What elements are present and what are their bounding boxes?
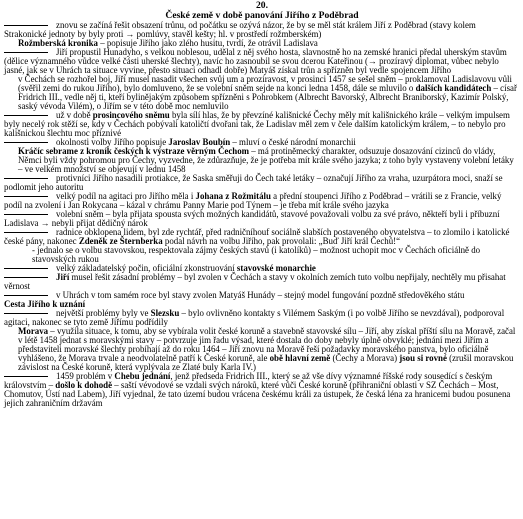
bold-text: Slezsku	[150, 307, 180, 318]
text-run: ž v době	[60, 109, 93, 120]
text-run: u	[56, 109, 61, 120]
text-run: (Čechy a Morava)	[330, 352, 400, 363]
text-run: největší problémy byly ve	[56, 307, 151, 318]
bold-text: Rožmberská kronika	[18, 37, 98, 48]
page-title: České země v době panování Jiřího z Poděbrad	[165, 9, 359, 21]
bold-text: Jiří	[56, 271, 70, 282]
dash-rule	[4, 196, 48, 197]
paragraph	[4, 192, 520, 210]
dash-rule	[4, 115, 48, 116]
paragraph	[4, 21, 520, 39]
paragraph	[4, 75, 520, 111]
text-run: – popisuje Jiřího jako zlého husitu, tvrdí, že otrávil Ladislava	[97, 37, 318, 48]
text-run: v Uhrách v tom samém roce byl stavy zvolen Matyáš Hunády – stejný model fungování pozdně středověkého státu	[56, 289, 465, 300]
text-run: v Čechách se rozhořel boj, Jiří musel nasadit všechen svůj um a prozíravost, v prosinci 1457 se sešel sněm – proklamoval Ladislavovu vůli (svěřil zemi do rukou Jiřího), bylo domluveno, že se volební sněm sejde na konci ledna 1458, dále se mluvilo o	[18, 73, 512, 93]
paragraph	[4, 327, 520, 372]
text-run: a přední stoupenci Jiřího z Poděbrad – vrátili se z Francie, velký podíl na zvolení i Jan Rokycana – kázal v chrámu Panny Marie pod Týnem – je třeba mít krále svého jazyka	[4, 190, 502, 210]
dash-rule	[4, 52, 48, 53]
paragraph	[4, 48, 520, 75]
dash-rule	[4, 25, 48, 26]
text-run: okolnosti volby Jiřího popisuje	[56, 136, 169, 147]
dash-rule	[4, 277, 48, 278]
text-run: radnice obklopena lidem, byl zde rychtář, před radničníhouf sociálně slabších postaveného obyvatelstva – to zlomilo i katolické české pány, nakonec	[4, 226, 510, 246]
paragraph	[4, 111, 520, 138]
dash-rule	[4, 178, 48, 179]
bold-text: Kráčíc sebrame z kroník českých k výstraze věrným Čechom	[18, 145, 250, 156]
text-run: protivníci Jiřího nasadili protiakce, že Saska směřuji do Čech také letáky – označují Jiřího za vraha, uzurpátora moci, snaží se podlomit jeho autoritu	[4, 172, 503, 192]
paragraph	[4, 309, 520, 327]
text-run: velký základatelský počin, oficiální zkonstruování	[56, 262, 237, 273]
bold-text: došlo k dohodě	[55, 379, 113, 390]
bold-text: obě hlavní země	[269, 352, 331, 363]
document-body	[4, 21, 520, 408]
paragraph	[4, 228, 520, 246]
bold-text: stavovské monarchie	[236, 262, 316, 273]
bold-text: dalších kandidátech	[415, 82, 492, 93]
text-run: – má protiněmecký charakter, odsuzuje dosazování cizinců do vlády, Němci byli vždy pohromou pro Čechy, vyzvedne, že zdůrazňuje, že je potřeba mít krále svého jazyka; z toho byly vystaveny volební letáky – ve velkém množství se objevují v lednu 1458	[18, 145, 514, 174]
text-run: – saští vévodové se vzdali svých nároků, které vůči České koruně (přihraniční oblasti v SZ Čechách – Most, Chomutov, Ústí nad Labem), Jiří vyjednal, že tato území budou vrácena českému králi za ústupek, že česká léna za hranicemi budou posunena jejich zahraničním državám	[4, 379, 511, 408]
text-run: 1459 problém v	[56, 370, 115, 381]
text-run: – císař Fridrich III., vedle něj ti, kteří bylinějakým způsobem spřízněni s Pohrobkem (Albrecht Bavorský, Albrecht Braniborský, Kazimír Polský, saský vévoda Vilém), o Jiřím se v této době moc nemluvilo	[18, 82, 517, 111]
dash-rule	[4, 313, 48, 314]
text-run: , jenž předseda Fridrich III., který se až vše dívy významné říšské rody sousedící s českým královstvím –	[4, 370, 493, 390]
bold-text: jsou si rovné	[399, 352, 447, 363]
text-run: Jiří propustil Hunadyho, s velkou noblesou, udělal z něj svého hosta, slavnostně ho na zemské hranici předal uherským stavům (dělice významného vůdce velké části uherské šlechty), navíc ho zasnoubil se svou dcerou Kateřinou (→ prozíravý diplomat, vůbec nebylo jasné, jak se v Uhrách ta situace vyvine, přesto situaci odhadl dobře) Matyáš získal trůn a spřízněn byl vedle spojencem Jiřího	[4, 46, 507, 75]
dash-rule	[4, 142, 48, 143]
text-run: – využila situace, k tomu, aby se vybírala volit české koruně a stavebně stavovské sílu – Jiří, aby získal příští sílu na Moravě, začal v létě 1458 jednat s moravskými stavy – potvrzuje jim řadu výsad, které dostala do doby nebyly úplně obvyklé; jednání mezi Jiřím a představiteli moravské šlechty probíhají až do roku 1464 – Jiří znovu na Moravě řeší požadavky moravského panstva, bylo oficiálně vyhlášeno, že Morava trvale a neodvolatelně patří k České koruně, ale	[18, 325, 516, 363]
bold-text: Cesta Jiřího k uznání	[4, 298, 86, 309]
text-run: znovu se začíná řešit obsazení trůnu, od počátku se ozývá názor, že by se měl stát králem Jiří z Poděbrad (stavy kolem Strakonické jednoty by byly proti → pomlúvy, stavěl kešty; hl. v prostředí rožmberském)	[4, 19, 476, 39]
bold-text: prosincového sněmu	[92, 109, 170, 120]
document-page	[4, 1, 520, 408]
text-run: velký podíl na agitaci pro Jiřího měla i	[56, 190, 196, 201]
text-run: podal návrh na volbu Jiřího, pak provolali: „Buď Jiří král Čechů!“	[162, 235, 401, 246]
page-number: 20.	[256, 0, 268, 11]
paragraph	[4, 372, 520, 408]
dash-rule	[4, 214, 48, 215]
text-run: (zrušil moravskou závislost na České koruně, která vyplývala ze Zlaté buly Karla IV.)	[18, 352, 514, 372]
dash-rule	[4, 268, 48, 269]
dash-rule	[4, 232, 48, 233]
bold-text: Jaroslav Boubín	[168, 136, 231, 147]
text-run: - jednalo se o volbu stavovskou, respektovala zájmy českých stavů (i katolíků) – možnost uchopit moc v Čechách oficiálně do stavovských rukou	[32, 244, 481, 264]
text-run: musel řešit zásadní problémy – byl zvolen v Čechách a stavy v okolních zemích tuto volbu nepřijaly, nechtěly mu přisahat věrnost	[4, 271, 506, 291]
text-run: – bylo ovlivněno kontakty s Vilémem Saským (i po volbě Jiřího se nevzdával), podporoval agitaci, nakonec se tyto země Jiřímu podřídily	[4, 307, 505, 327]
paragraph	[4, 273, 520, 291]
dash-rule	[4, 376, 48, 377]
paragraph	[4, 147, 520, 174]
text-run: – mluví o české národní monarchii	[230, 136, 356, 147]
paragraph	[4, 246, 520, 264]
dash-rule	[4, 295, 48, 296]
text-run: volební sněm – byla přijata spousta svých možných kandidátů, stavové považovali volbu za své právo, někteří byli i příbuzní Ladislava → nebyli přijat dědičný nárok	[4, 208, 500, 228]
paragraph	[4, 174, 520, 192]
bold-text: Johana z Rožmitálu	[195, 190, 271, 201]
bold-text: Chebu jednání	[114, 370, 171, 381]
bold-text: Morava	[18, 325, 49, 336]
bold-text: Zdeněk ze Šternberka	[78, 235, 163, 246]
paragraph	[4, 210, 520, 228]
text-run: byla sílí hlas, že by převzíné kališnické Čechy měly mít kališnického krále – velkým impulsem byly necelý rok stěží se, kdy v Čechách pobývali katoličtí dvořani tak, že Ladislav měl zem v čele dalším katolickým králem, – to nebylo pro kališnickou šlechtu moc příznivé	[4, 109, 510, 138]
